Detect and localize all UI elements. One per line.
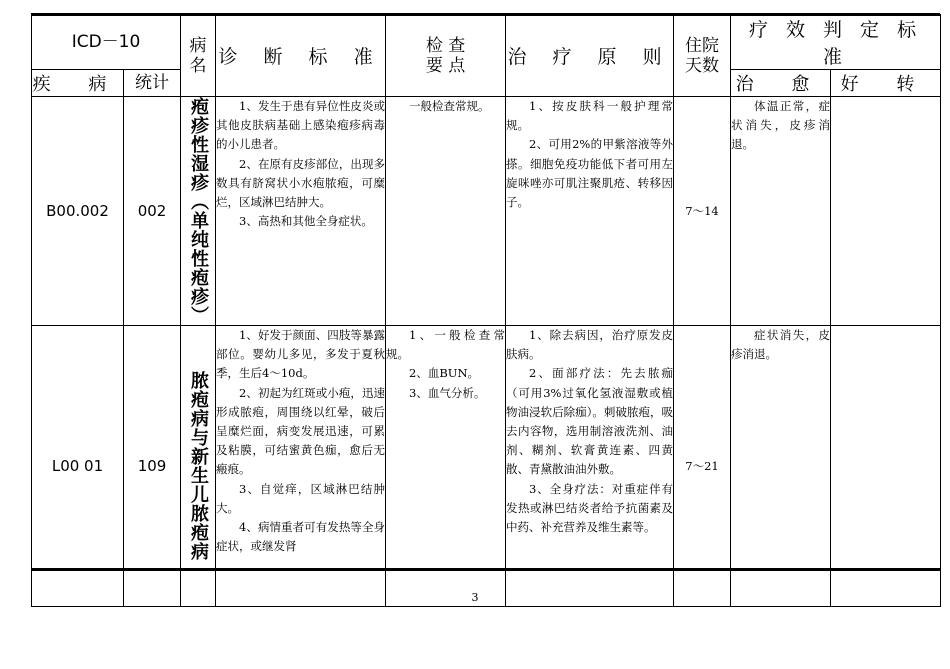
table-bottom-rule (31, 568, 940, 571)
cure-criteria: 症状消失，皮疹消退。 (731, 326, 831, 607)
exam-points: 一般检查常规。 (386, 97, 506, 326)
treatment-header: 治 疗 原 则 (506, 15, 674, 97)
stat-code: 109 (124, 326, 181, 607)
icd-code: L00 01 (32, 326, 124, 607)
treatment-principles: 1、除去病因，治疗原发皮肤病。 2、面部疗法：先去脓痂（可用3%过氧化氢液湿敷或植物油浸软后除痂）。刺破脓疱，吸去内容物，选用制溶液洗剂、油剂、糊剂、软膏黄连素、四黄散、青黛散油油外敷。 3、全身疗法：对重症伴有发热或淋巴结炎者给予抗菌素及中药、补充营养及维生素等。 (506, 326, 674, 607)
improve-criteria (831, 326, 941, 607)
icd-header: ICD－10 (32, 15, 181, 70)
disease-header: 疾 病 (32, 70, 124, 97)
improve-header: 好 转 (831, 70, 941, 97)
diagnosis-criteria: 1、发生于患有异位性皮炎或其他皮肤病基础上感染疱疹病毒的小儿患者。 2、在原有皮疹部位，出现多数具有脐窝状小水疱脓疱，可糜烂，区域淋巴结肿大。 3、高热和其他全身症状。 (216, 97, 386, 326)
days-header: 住院 天数 (674, 15, 731, 97)
disease-name: 脓疱病与新生儿脓疱病 (188, 371, 210, 561)
table-row (32, 326, 941, 607)
cure-header: 治 愈 (731, 70, 831, 97)
page-number: 3 (471, 591, 479, 604)
stat-code: 002 (124, 97, 181, 326)
diagnosis-table (31, 14, 941, 607)
disease-name-header: 病 名 (181, 15, 216, 97)
disease-name: 疱疹性湿疹（单纯性疱疹） (188, 97, 210, 325)
treatment-principles: 1、按皮肤科一般护理常规。 2、可用2%的甲紫溶液等外搽。细胞免疫功能低下者可用左旋咪唑亦可肌注聚肌疮、转移因子。 (506, 97, 674, 326)
hospital-days: 7～21 (674, 326, 731, 607)
diagnosis-header: 诊 断 标 准 (216, 15, 386, 97)
exam-header: 检 查 要 点 (386, 15, 506, 97)
icd-code: B00.002 (32, 97, 124, 326)
efficacy-header: 疗 效 判 定 标 准 (731, 15, 941, 70)
exam-points: 1、一般检查常规。 2、血BUN。 3、血气分析。 (386, 326, 506, 607)
cure-criteria: 体温正常，症状消失，皮疹消退。 (731, 97, 831, 326)
hospital-days: 7～14 (674, 97, 731, 326)
improve-criteria (831, 97, 941, 326)
diagnosis-criteria: 1、好发于颜面、四肢等暴露部位。婴幼儿多见，多发于夏秋季，生后4～10d。 2、初起为红斑或小疱，迅速形成脓疱，周围绕以红晕，破后呈糜烂面，病变发展迅速，可累及粘膜，可结蜜黄色痂，愈后无瘢痕。 3、自觉痒，区域淋巴结肿大。 4、病情重者可有发热等全身症状，或继发肾 (216, 326, 386, 607)
stat-header: 统计 (124, 70, 181, 97)
table-row (32, 97, 941, 326)
